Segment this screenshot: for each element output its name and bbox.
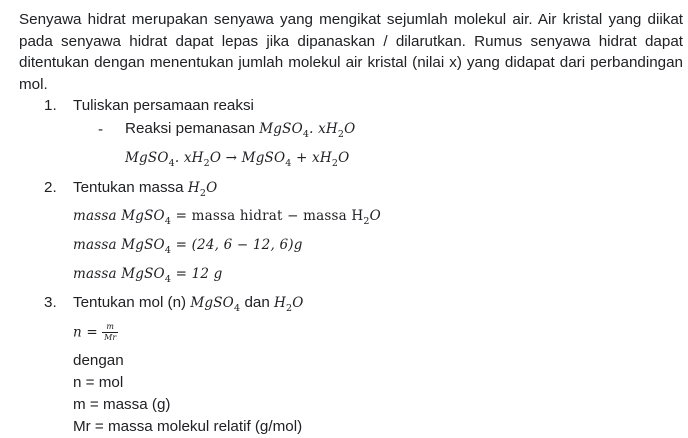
step-1-number: 1. — [44, 97, 57, 114]
step-1-dash: - — [98, 121, 104, 138]
definition-m: m = massa (g) — [73, 396, 171, 413]
step-3-heading: Tentukan mol (n) MgSO$_4$ dan $H_2O$ — [73, 294, 304, 314]
intro-paragraph: Senyawa hidrat merupakan senyawa yang mengikat sejumlah molekul air. Air kristal yang diikat pada senyawa hidrat dapat lepas jika dipanaskan / dilarutkan. Rumus senyawa hidrat dapat ditentukan dengan menentukan jumlah molekul air kristal (nilai x) yang didapat dari perbandingan mol. — [19, 11, 683, 93]
reaction-equation: MgSO$_4$. $xH_2O$ → MgSO$_4$ + $xH_2O$ — [125, 150, 350, 169]
step-1-subline — [125, 119, 355, 141]
mass-equation-2: massa MgSO$_4$ = (24, 6 − 12, 6)g — [73, 237, 303, 256]
reaction-label: Reaksi pemanasan — [125, 120, 256, 137]
step-1-heading: Tuliskan persamaan reaksi — [73, 97, 254, 114]
mole-formula: n = $\frac{m}{Mr}$ — [73, 322, 117, 342]
definition-intro: dengan — [73, 352, 124, 369]
definition-n: n = mol — [73, 374, 124, 391]
mass-equation-1: massa MgSO$_4$ = massa hidrat − massa $H_2O$ — [73, 208, 381, 227]
definition-mr: Mr = massa molekul relatif (g/mol) — [73, 418, 303, 435]
mole-fraction: $\frac{m}{Mr}$ — [104, 322, 117, 342]
mass-equation-3: massa MgSO$_4$ = 12 g — [73, 266, 223, 285]
step-2-heading: Tentukan massa $H_2O$ — [73, 179, 218, 199]
hydrate-formula: MgSO$_4$. $xH_2O$ — [259, 121, 356, 140]
step-2-number: 2. — [44, 179, 57, 196]
step-3-number: 3. — [44, 294, 57, 311]
